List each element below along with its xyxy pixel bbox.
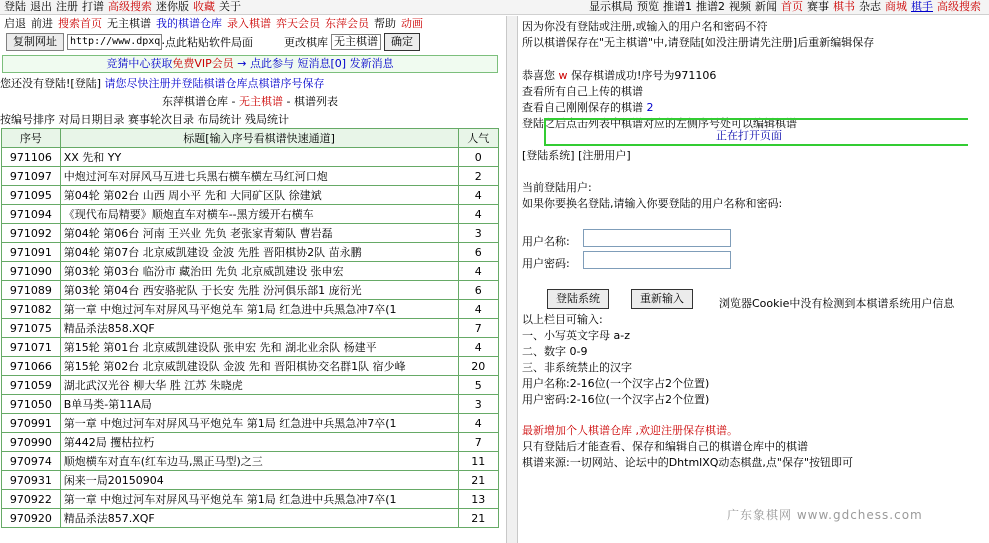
nav-help[interactable]: 帮助 (374, 17, 396, 30)
view-saved-line[interactable] (522, 99, 654, 115)
row-title[interactable]: 中炮过河车对屏风马互进七兵黑右横车横左马红河口炮 (60, 167, 458, 186)
row-title[interactable]: 第04轮 第06台 河南 王兴业 先负 老张家青菊队 曹岩磊 (60, 224, 458, 243)
menu-shop[interactable]: 商城 (885, 0, 907, 13)
password-input[interactable] (583, 251, 731, 269)
nav-unowned[interactable]: 无主棋谱 (107, 17, 151, 30)
paste-hint[interactable]: 点此粘贴软件局面 (165, 36, 253, 49)
loading-text: 正在打开页面 (716, 129, 782, 142)
promo-bar (2, 55, 498, 73)
menu-preview[interactable]: 预览 (637, 0, 659, 13)
table-header (2, 129, 499, 148)
table-row (2, 243, 499, 262)
row-id[interactable]: 970931 (2, 471, 61, 490)
congrats-a: 恭喜您 (522, 69, 555, 82)
header-popularity: 人气 (458, 129, 499, 148)
row-id[interactable]: 970920 (2, 509, 61, 528)
row-title[interactable]: 第03轮 第04台 西安骆驼队 于长安 先胜 汾河俱乐部1 庞衍光 (60, 281, 458, 300)
row-popularity: 13 (458, 490, 499, 509)
row-title[interactable]: 第04轮 第07台 北京威凯建设 金波 先胜 晋阳棋协2队 苗永鹏 (60, 243, 458, 262)
table-row (2, 224, 499, 243)
nav-forward[interactable]: 前进 (31, 17, 53, 30)
nav-input[interactable]: 录入棋谱 (227, 17, 271, 30)
row-id[interactable]: 971092 (2, 224, 61, 243)
row-id[interactable]: 971066 (2, 357, 61, 376)
password-label: 用户密码: (522, 257, 570, 270)
top-menu-bar (0, 0, 989, 15)
nav-animation[interactable]: 动画 (401, 17, 423, 30)
top-menu-right (589, 0, 985, 14)
row-id[interactable]: 970990 (2, 433, 61, 452)
top-menu-left (4, 0, 245, 14)
row-popularity: 0 (458, 148, 499, 167)
login-notice-b[interactable]: 请您尽快注册并登陆棋谱仓库点棋谱序号保存 (104, 77, 325, 90)
menu-register[interactable]: 注册 (56, 0, 78, 13)
row-title[interactable]: 第一章 中炮过河车对屏风马平炮兑车 第1局 红急进中兵黑急冲7卒(1 (60, 490, 458, 509)
row-id[interactable]: 971094 (2, 205, 61, 224)
row-id[interactable]: 971059 (2, 376, 61, 395)
copy-url-button[interactable]: 复制网址 (6, 33, 64, 51)
row-popularity: 6 (458, 243, 499, 262)
menu-mini[interactable]: 迷你版 (156, 0, 189, 13)
password-length-rule: 用户密码:2-16位(一个汉字占2个位置) (522, 393, 710, 406)
switch-user-hint: 如果你要换名登陆,请输入你要登陆的用户名称和密码: (522, 197, 783, 210)
table-row (2, 262, 499, 281)
row-id[interactable]: 971097 (2, 167, 61, 186)
table-row (2, 452, 499, 471)
right-pane (522, 16, 989, 543)
row-popularity: 6 (458, 281, 499, 300)
row-popularity: 4 (458, 262, 499, 281)
reset-button[interactable]: 重新输入 (631, 289, 693, 309)
row-title[interactable]: 第03轮 第03台 临汾市 藏治田 先负 北京威凯建设 张申宏 (60, 262, 458, 281)
sort-options[interactable]: 按编号排序 对局日期目录 赛事轮次目录 布局统计 残局统计 (0, 113, 289, 126)
row-id[interactable]: 971089 (2, 281, 61, 300)
source-notice: 棋谱来源:一切网站、论坛中的DhtmlXQ动态棋盘,点"保存"按钮即可 (522, 456, 854, 469)
table-row (2, 357, 499, 376)
left-pane (0, 16, 500, 543)
menu-push2[interactable]: 推谱2 (696, 0, 725, 13)
menu-video[interactable]: 视频 (729, 0, 751, 13)
current-user-label: 当前登陆用户: (522, 181, 592, 194)
row-popularity: 4 (458, 300, 499, 319)
nav-search-home[interactable]: 搜索首页 (58, 17, 102, 30)
login-notice-a[interactable]: 您还没有登陆![登陆] (0, 77, 101, 90)
row-title[interactable]: 第04轮 第02台 山西 周小平 先和 大同矿区队 徐建斌 (60, 186, 458, 205)
row-title[interactable]: XX 先和 YY (60, 148, 458, 167)
menu-magazine[interactable]: 杂志 (859, 0, 881, 13)
row-popularity: 7 (458, 433, 499, 452)
row-popularity: 4 (458, 186, 499, 205)
promo-vip[interactable]: 免费VIP会员 (172, 57, 234, 70)
login-links[interactable]: [登陆系统] [注册用户] (522, 149, 631, 162)
row-id[interactable]: 970974 (2, 452, 61, 471)
row-title[interactable]: 精品杀法858.XQF (60, 319, 458, 338)
nav-dongping-member[interactable]: 东萍会员 (325, 17, 369, 30)
login-required-notice: 只有登陆后才能查看、保存和编辑自己的棋谱仓库中的棋谱 (522, 440, 808, 453)
menu-record[interactable]: 打谱 (82, 0, 104, 13)
table-row (2, 414, 499, 433)
row-title[interactable]: 闲来一局20150904 (60, 471, 458, 490)
menu-advanced-search-right[interactable]: 高级搜索 (937, 0, 981, 13)
row-title[interactable]: 第442局 攫枯拉朽 (60, 433, 458, 452)
site-watermark: 广东象棋网 www.gdchess.com (727, 508, 923, 522)
table-row (2, 395, 499, 414)
table-row (2, 376, 499, 395)
row-id[interactable]: 971075 (2, 319, 61, 338)
menu-favorite[interactable]: 收藏 (193, 0, 215, 13)
rule-2: 二、数字 0-9 (522, 345, 588, 358)
row-popularity: 4 (458, 205, 499, 224)
msg-not-logged: 因为你没有登陆或注册,或输入的用户名和密码不符 (522, 20, 768, 33)
row-id[interactable]: 971106 (2, 148, 61, 167)
row-id[interactable]: 970922 (2, 490, 61, 509)
url-toolbar (0, 31, 500, 53)
row-id[interactable]: 971090 (2, 262, 61, 281)
menu-login[interactable]: 登陆 (4, 0, 26, 13)
name-length-rule: 用户名称:2-16位(一个汉字占2个位置) (522, 377, 710, 390)
table-row (2, 509, 499, 528)
congrats-line (522, 67, 716, 83)
promo-text-a[interactable]: 竞猜中心获取 (106, 57, 173, 70)
list-title-b: 无主棋谱 (239, 95, 283, 108)
login-button[interactable]: 登陆系统 (547, 289, 609, 309)
menu-books[interactable]: 棋书 (833, 0, 855, 13)
table-row (2, 205, 499, 224)
list-title-c: - 棋谱列表 (286, 95, 338, 108)
change-library-label: 更改棋库 (284, 36, 328, 49)
row-id[interactable]: 970991 (2, 414, 61, 433)
view-saved-text[interactable]: 查看自己刚刚保存的棋谱 (522, 101, 643, 114)
ok-button[interactable]: 确定 (384, 33, 420, 51)
nav-back[interactable]: 启退 (4, 17, 26, 30)
table-row (2, 167, 499, 186)
row-title[interactable]: 《现代布局精要》顺炮直车对横车--黑方缓开右横车 (60, 205, 458, 224)
row-popularity: 7 (458, 319, 499, 338)
row-popularity: 11 (458, 452, 499, 471)
nav-yitian-member[interactable]: 弈天会员 (276, 17, 320, 30)
row-title[interactable]: 第15轮 第01台 北京威凯建设队 张申宏 先和 湖北业余队 杨建平 (60, 338, 458, 357)
table-row (2, 186, 499, 205)
table-row (2, 338, 499, 357)
header-id: 序号 (2, 129, 61, 148)
row-popularity: 21 (458, 509, 499, 528)
url-input[interactable]: http://www.dpxq. (67, 34, 162, 50)
menu-show-game[interactable]: 显示棋局 (589, 0, 633, 13)
nav-my-library[interactable]: 我的棋谱仓库 (156, 17, 222, 30)
view-saved-count[interactable]: 2 (646, 101, 654, 114)
menu-advanced-search[interactable]: 高级搜索 (108, 0, 152, 13)
pane-scrollbar[interactable] (506, 16, 518, 543)
list-title (0, 94, 500, 110)
menu-players[interactable]: 棋手 (911, 0, 933, 13)
view-all-link[interactable]: 查看所有自己上传的棋谱 (522, 85, 643, 98)
menu-news[interactable]: 新闻 (755, 0, 777, 13)
row-popularity: 21 (458, 471, 499, 490)
row-id[interactable]: 971071 (2, 338, 61, 357)
row-title[interactable]: B单马类-第11A局 (60, 395, 458, 414)
rule-1: 一、小写英文字母 a-z (522, 329, 630, 342)
msg-saved-unowned: 所以棋谱保存在"无主棋谱"中,请登陆[如没注册请先注册]后重新编辑保存 (522, 36, 875, 49)
menu-home[interactable]: 首页 (781, 0, 803, 13)
menu-events[interactable]: 赛事 (807, 0, 829, 13)
login-notice (0, 76, 500, 92)
table-row (2, 300, 499, 319)
menu-about[interactable]: 关于 (219, 0, 241, 13)
game-list-table (1, 128, 499, 528)
row-title[interactable]: 第15轮 第02台 北京威凯建设队 金波 先和 晋阳棋协交名群1队 宿少峰 (60, 357, 458, 376)
rules-title: 以上栏目可输入: (522, 313, 603, 326)
loading-popup (544, 118, 968, 146)
menu-logout[interactable]: 退出 (30, 0, 52, 13)
row-title[interactable]: 第一章 中炮过河车对屏风马平炮兑车 第1局 红急进中兵黑急冲7卒(1 (60, 300, 458, 319)
row-id[interactable]: 971095 (2, 186, 61, 205)
row-popularity: 20 (458, 357, 499, 376)
list-title-a: 东萍棋谱仓库 - (162, 95, 236, 108)
header-title: 标题[输入序号看棋谱快速通道] (60, 129, 458, 148)
new-feature-notice[interactable]: 最新增加个人棋谱仓库 ,欢迎注册保存棋谱。 (522, 424, 738, 437)
row-popularity: 4 (458, 338, 499, 357)
row-popularity: 3 (458, 395, 499, 414)
table-row (2, 490, 499, 509)
row-title[interactable]: 湖北武汉光谷 柳大华 胜 江苏 朱晓虎 (60, 376, 458, 395)
rule-3: 三、非系统禁止的汉字 (522, 361, 632, 374)
after-login-hint: 登陆之后点击列表中棋谱对应的左侧序号处可以编辑棋谱 (522, 117, 797, 130)
row-popularity: 5 (458, 376, 499, 395)
table-row (2, 281, 499, 300)
username-input[interactable] (583, 229, 731, 247)
table-row (2, 433, 499, 452)
row-id[interactable]: 971050 (2, 395, 61, 414)
row-id[interactable]: 971082 (2, 300, 61, 319)
row-id[interactable]: 971091 (2, 243, 61, 262)
library-select[interactable]: 无主棋谱 (331, 34, 381, 50)
congrats-user: w (558, 69, 568, 82)
table-row (2, 148, 499, 167)
nav-bar (0, 16, 500, 31)
row-popularity: 2 (458, 167, 499, 186)
row-title[interactable]: 第一章 中炮过河车对屏风马平炮兑车 第1局 红急进中兵黑急冲7卒(1 (60, 414, 458, 433)
username-label: 用户名称: (522, 235, 570, 248)
table-row (2, 319, 499, 338)
cookie-message: 浏览器Cookie中没有检测到本棋谱系统用户信息 (719, 297, 955, 310)
menu-push1[interactable]: 推谱1 (663, 0, 692, 13)
row-title[interactable]: 精品杀法857.XQF (60, 509, 458, 528)
table-row (2, 471, 499, 490)
promo-text-c[interactable]: → 点此参与 短消息[0] 发新消息 (237, 57, 394, 70)
row-popularity: 3 (458, 224, 499, 243)
row-popularity: 4 (458, 414, 499, 433)
congrats-b: 保存棋谱成功!序号为971106 (571, 69, 717, 82)
row-title[interactable]: 顺炮横车对直车(红车边马,黑正马型)之三 (60, 452, 458, 471)
